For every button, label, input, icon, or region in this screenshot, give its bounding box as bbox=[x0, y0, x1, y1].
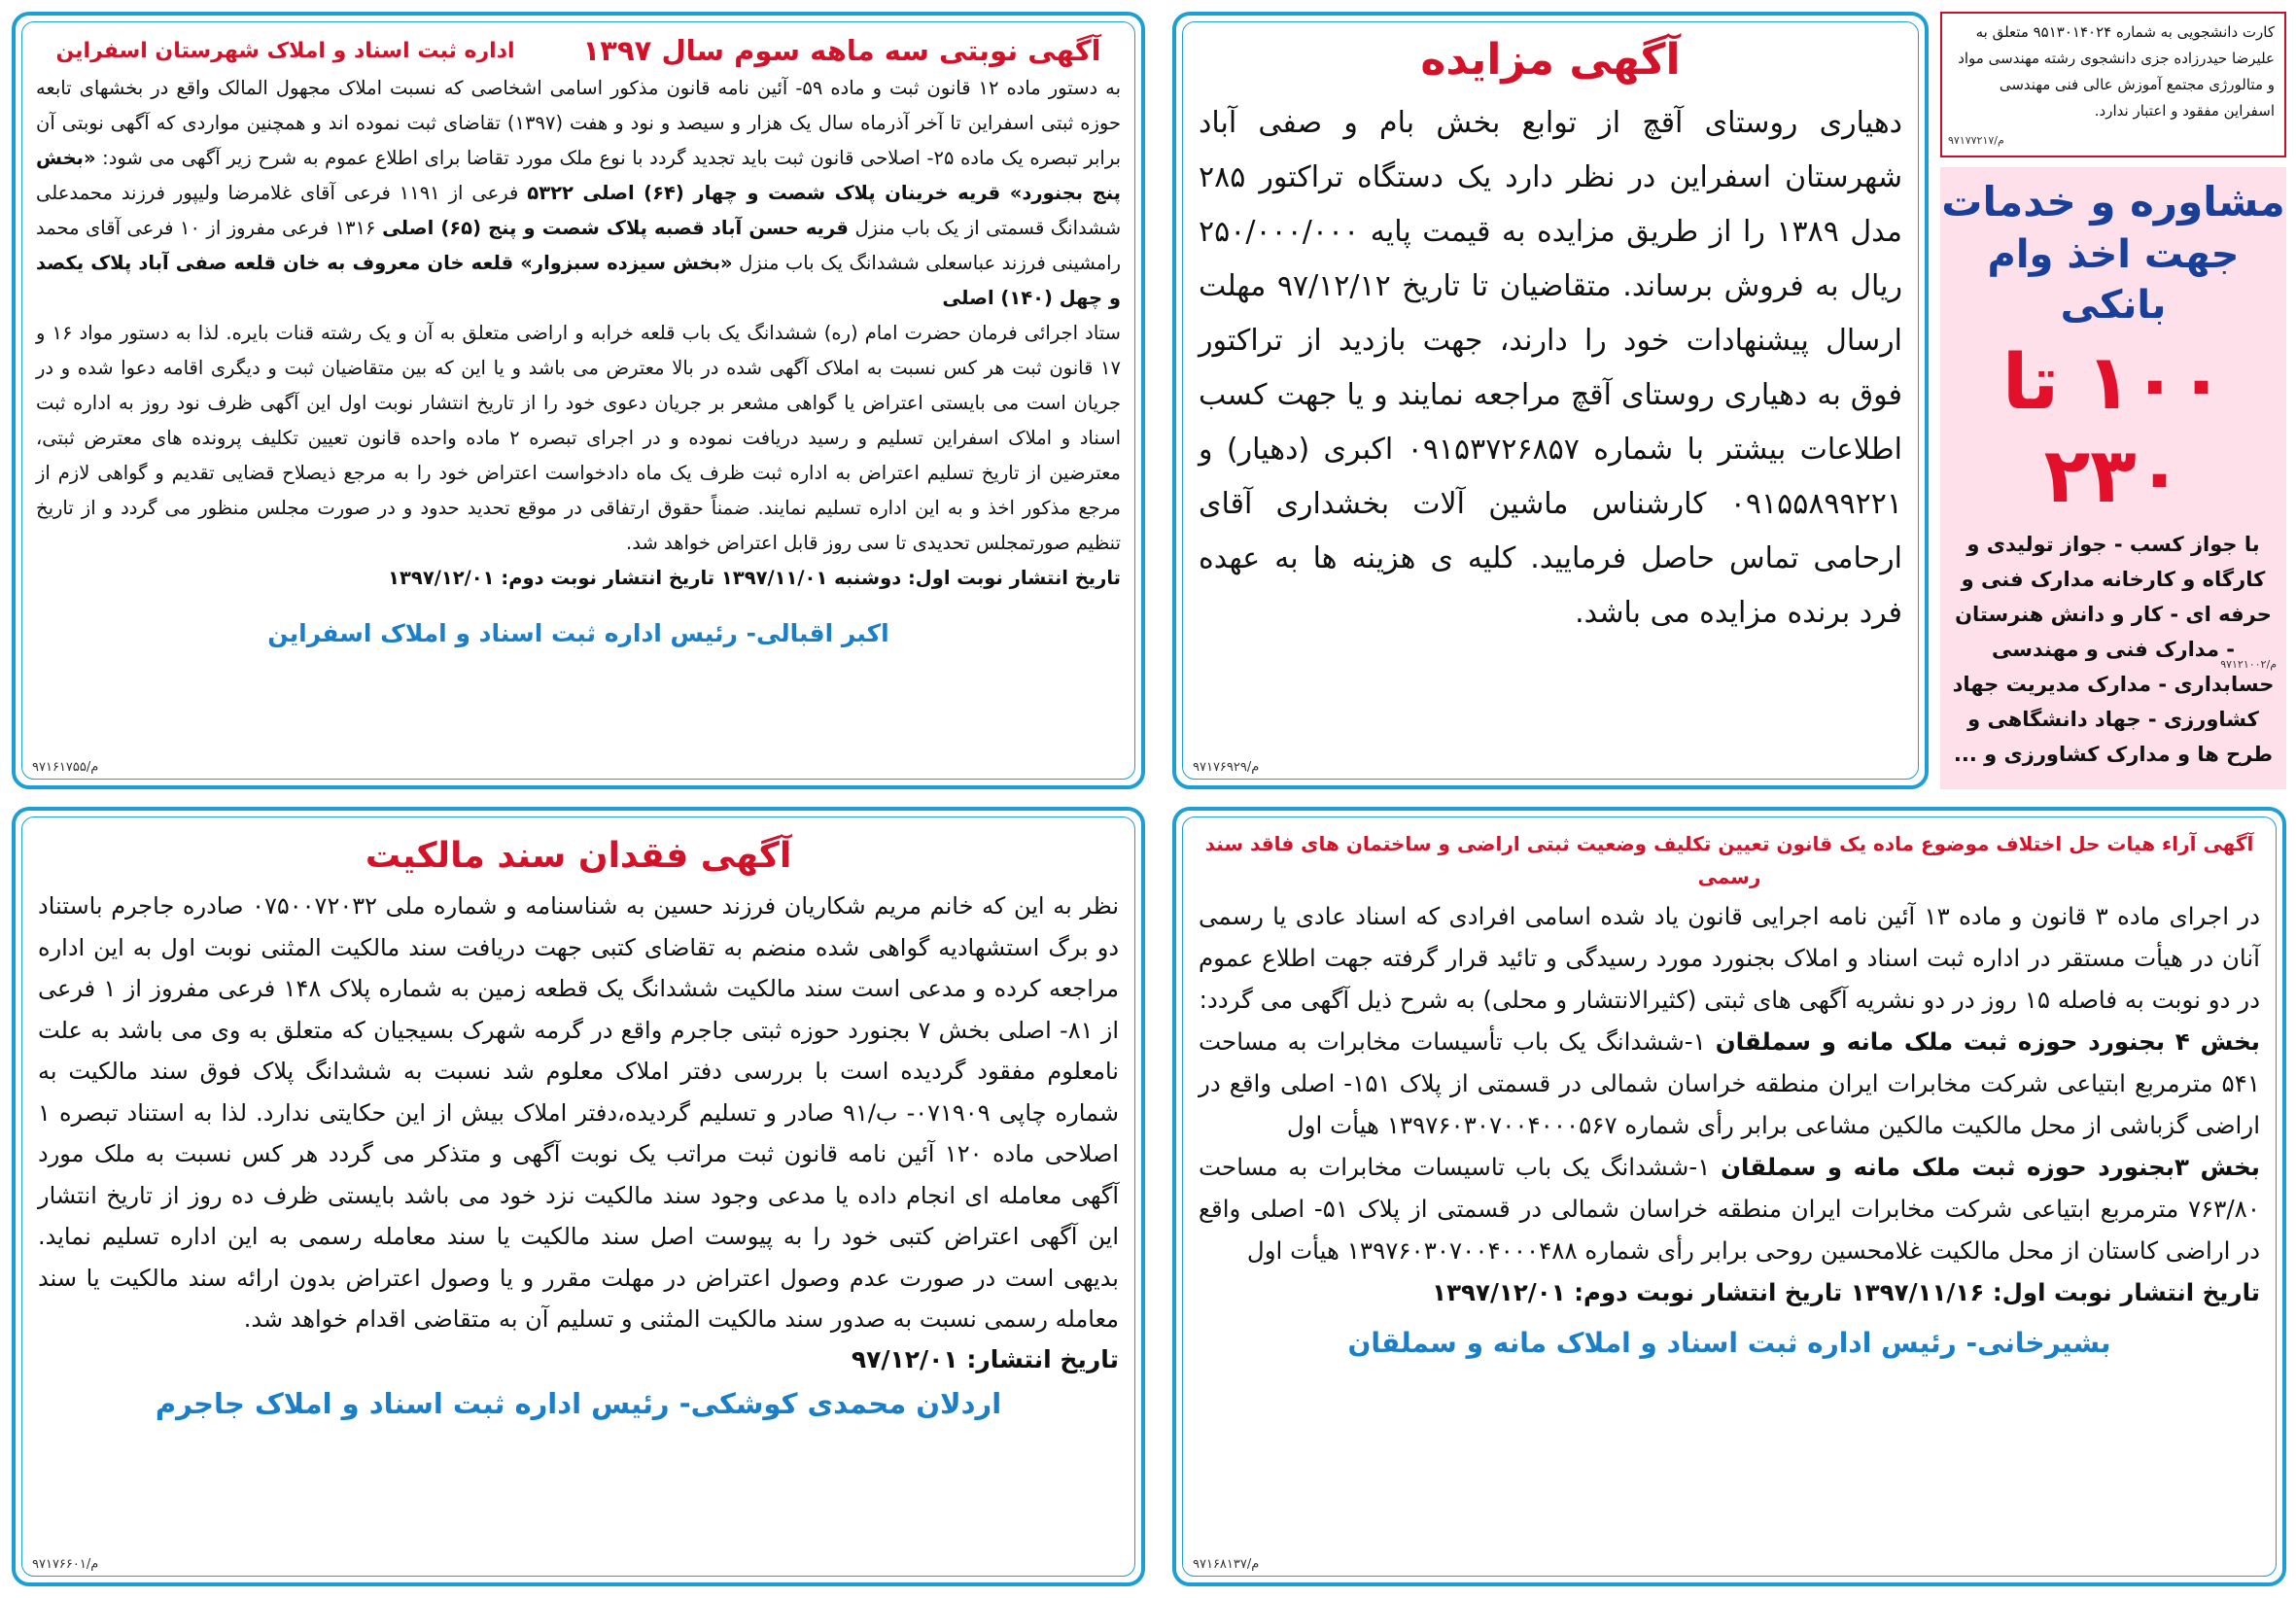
rotation-office: اداره ثبت اسناد و املاک شهرستان اسفراین bbox=[55, 38, 515, 63]
committee-intro: در اجرای ماده ۳ قانون و ماده ۱۳ آئین نامه اجرایی قانون یاد شده اسامی افرادی که اسناد عادی یا رسمی آنان در هیأت مستقر در اداره ثبت اسناد و املاک بجنورد مورد رسیدگی و تائید قرار گرفته جهت اطلاع عموم در دو نوبت به فاصله ۱۵ روز در دو نشریه آگهی های ثبتی (کثیرالانتشار و محلی) به شرح ذیل آگهی می گردد: bbox=[1199, 902, 2260, 1014]
rotation-entry-2: ۱۳۱۶ فرعی مفروز از ۱۰ فرعی آقای محمد رامشینی فرزند عباسعلی ششدانگ یک باب منزل bbox=[36, 217, 1121, 274]
committee-section-3: بخش ۳بجنورد حوزه ثبت ملک مانه و سملقان bbox=[1721, 1153, 2261, 1181]
lost-deed-signer: اردلان محمدی کوشکی- رئیس اداره ثبت اسناد و املاک جاجرم bbox=[155, 1386, 1002, 1420]
ad-code: ۹۷۱۲۱۰۰۲/م bbox=[2220, 658, 2277, 671]
rotation-intro: به دستور ماده ۱۲ قانون ثبت و ماده ۵۹- آئین نامه قانون مذکور اسامی اشخاصی که نسبت املاک مجهول المالک واقع در بخشهای تابعه حوزه ثبتی اسفراین تا آخر آذرماه سال یک هزار و سیصد و نود و هفت (۱۳۹۷) تقاضای ثبت نموده اند و همچنین مواردی که آگهی نوبتی آن برابر تبصره یک ماده ۲۵- اصلاحی قانون ثبت باید تجدید گردد با نوع ملک مورد تقاضا برای اطلاع عموم به شرح زیر آگهی می شود: bbox=[36, 77, 1122, 169]
loan-advertisement bbox=[1940, 167, 2286, 789]
committee-section-4: بخش ۴ بجنورد حوزه ثبت ملک مانه و سملقان bbox=[1715, 1027, 2261, 1056]
rotation-signer: اکبر اقبالی- رئیس اداره ثبت اسناد و املاک اسفراین bbox=[267, 619, 889, 647]
committee-rulings-notice bbox=[1172, 807, 2286, 1586]
auction-notice bbox=[1172, 12, 1929, 789]
rotation-village-hasanabad: قریه حسن آباد قصبه پلاک شصت و پنج (۶۵) اصلی bbox=[382, 217, 849, 239]
rotation-entry-1: فرعی از ۱۱۹۱ فرعی آقای غلامرضا ولیپور فرزند محمدعلی ششدانگ قسمتی از یک باب منزل bbox=[36, 182, 1122, 239]
auction-code: ۹۷۱۷۶۹۲۹/م bbox=[1193, 760, 1260, 775]
committee-dates: تاریخ انتشار نوبت اول: ۱۳۹۷/۱۱/۱۶ تاریخ انتشار نوبت دوم: ۱۳۹۷/۱۲/۰۱ bbox=[1432, 1278, 2260, 1306]
rotation-notice bbox=[12, 12, 1145, 789]
ad-amount-range: ۱۰۰ تا ۲۳۰ bbox=[2001, 339, 2225, 520]
card-notice-text: کارت دانشجویی به شماره ۹۵۱۳۰۱۴۰۲۴ متعلق به علیرضا حیدرزاده جزی دانشجوی رشته مهندسی مواد و متالورژی مجتمع آموزش عالی فنی مهندسی اسفراین مفقود و اعتبار ندارد. bbox=[1958, 23, 2275, 120]
auction-title: آگهی مزایده bbox=[1420, 35, 1681, 85]
ad-headline-2: جهت اخذ وام بانکی bbox=[1987, 232, 2240, 328]
committee-signer: بشیرخانی- رئیس اداره ثبت اسناد و املاک مانه و سملقان bbox=[1347, 1327, 2111, 1359]
committee-code: ۹۷۱۶۸۱۳۷/م bbox=[1193, 1557, 1260, 1572]
rotation-dates: تاریخ انتشار نوبت اول: دوشنبه ۱۳۹۷/۱۱/۰۱ تاریخ انتشار نوبت دوم: bbox=[501, 567, 1121, 589]
rotation-legal-text: ستاد اجرائی فرمان حضرت امام (ره) ششدانگ یک باب قلعه خرابه و اراضی متعلق به آن و یک رشته قنات بایره. لذا به دستور مواد ۱۶ و ۱۷ قانون ثبت هر کس نسبت به املاک آگهی شده در بالا معترض می باشد و یا این که بین متقاضیان ثبت و دیگری اقامه دعوا شده و در جریان است می بایستی اعتراض یا گواهی مشعر بر جریان دعوی خود را از تاریخ انتشار نوبت اول این آگهی ظرف نود روز به اداره ثبت اسناد و املاک اسفراین تسلیم و رسید دریافت نموده و در اجرای تبصره ۲ ماده واحده قانون تعیین تکلیف پرونده های معترض ثبتی، معترضین از تاریخ تسلیم اعتراض به اداره ثبت ظرف یک ماه دادخواست اعتراض خود را به مرجع ذیصلاح قضایی تقدیم و گواهی لازم از مرجع مذکور اخذ و به این اداره تسلیم نمایند. ضمناً حقوق ارتفاقی در موقع تحدید حدود و در صورت مجلس منظور می گردد و از تاریخ تنظیم صورتمجلس تحدیدی تا سی روز قابل اعتراض خواهد شد. bbox=[36, 322, 1121, 554]
committee-entry-1: ۱-ششدانگ یک باب تأسیسات مخابرات به مساحت ۵۴۱ مترمربع ابتیاعی شرکت مخابرات ایران منطقه خراسان شمالی در قسمتی از پلاک ۱۵۱- اصلی واقع در اراضی گزباشی از محل مالکیت مالکین مشاعی برابر رأی شماره ۱۳۹۷۶۰۳۰۷۰۰۴۰۰۰۵۶۷ هیأت اول bbox=[1199, 1027, 2260, 1139]
committee-title: آگهی آراء هیات حل اختلاف موضوع ماده یک قانون تعیین تکلیف وضعیت ثبتی اراضی و ساختمان های فاقد سند رسمی bbox=[1204, 832, 2254, 888]
committee-body bbox=[1183, 893, 2276, 1313]
lost-deed-body: نظر به این که خانم مریم شکاریان فرزند حسین به شناسنامه و شماره ملی ۰۷۵۰۰۷۲۰۳۲ صادره جاجرم باستناد دو برگ استشهادیه گواهی شده منضم به تقاضای کتبی جهت دریافت سند مالکیت المثنی نوبت اول به این اداره مراجعه کرده و مدعی است سند مالکیت ششدانگ یک قطعه زمین به شماره پلاک ۱۴۸ فرعی مفروز از ۱ فرعی از ۸۱- اصلی بخش ۷ بجنورد حوزه ثبتی جاجرم واقع در گرمه شهرک بسیجیان که متعلق به وی می باشد به علت نامعلوم مفقود گردیده است با بررسی دفتر املاک معلوم شد نسبت به ششدانگ پلاک فوق سند مالکیت به شماره چاپی ۰۷۱۹۰۹- ب/۹۱ صادر و تسلیم گردیده،دفتر املاک بیش از این حکایتی ندارد. لذا به استناد تبصره ۱ اصلاحی ماده ۱۲۰ آئین نامه قانون ثبت مراتب یک نوبت آگهی و متذکر می گردد هر کس نسبت به ملک مورد آگهی معامله ای انجام داده یا مدعی وجود سند مالکیت نزد خود می باشد بایستی ظرف ده روز از تاریخ انتشار این آگهی اعتراض کتبی خود را به پیوست اصل سند مالکیت یا سند معامله رسمی به این اداره تسلیم نماید. بدیهی است در صورت عدم وصول اعتراض در مهلت مقرر و یا وصول اعتراض بدون ارائه سند مالکیت یا سند معامله رسمی نسبت به صدور سند مالکیت المثنی و تسلیم آن به متقاضی اقدام خواهد شد. bbox=[38, 892, 1120, 1333]
ad-headline-1: مشاوره و خدمات bbox=[1941, 178, 2285, 226]
rotation-section-5: «بخش پنج بجنورد» قریه خرینان پلاک شصت و چهار (۶۴) اصلی ۵۳۲۲ bbox=[36, 147, 1121, 204]
lost-deed-date: تاریخ انتشار: ۹۷/۱۲/۰۱ bbox=[851, 1344, 1119, 1373]
lost-deed-notice bbox=[12, 807, 1145, 1586]
rotation-code: ۹۷۱۶۱۷۵۵/م bbox=[32, 760, 99, 775]
card-notice-code: ۹۷۱۷۷۲۱۷/م bbox=[1948, 134, 2004, 147]
lost-deed-code: ۹۷۱۷۶۶۰۱/م bbox=[32, 1557, 99, 1572]
ad-service-list: با جواز کسب - جواز تولیدی و کارگاه و کارخانه مدارک فنی و حرفه ای - کار و دانش هنرستان - مدارک فنی و مهندسی حسابداری - مدارک مدیریت جهاد کشاورزی - جهاد دانشگاهی و طرح ها و مدارک کشاورزی و ... bbox=[1952, 533, 2275, 766]
rotation-second-date: ۱۳۹۷/۱۲/۰۱ bbox=[388, 567, 495, 589]
rotation-title: آگهی نوبتی سه ماهه سوم سال ۱۳۹۷ bbox=[582, 34, 1101, 67]
rotation-body bbox=[22, 67, 1134, 596]
committee-entry-2: ۱-ششدانگ یک باب تاسیسات مخابرات به مساحت ۷۶۳/۸۰ مترمربع ابتیاعی شرکت مخابرات ایران منطقه خراسان شمالی در قسمتی از پلاک ۵۱- اصلی واقع در اراضی کاستان از محل مالکیت غلامحسین روحی برابر رأی شماره ۱۳۹۷۶۰۳۰۷۰۰۴۰۰۰۴۸۸ هیأت اول bbox=[1199, 1153, 2260, 1265]
lost-deed-title: آگهی فقدان سند مالکیت bbox=[365, 836, 792, 876]
rotation-section-13: «بخش سیزده سبزوار» قلعه خان معروف به خان قلعه صفی آباد پلاک یکصد و چهل (۱۴۰) اصلی bbox=[36, 252, 1121, 309]
lost-student-card-notice bbox=[1940, 12, 2286, 157]
auction-body: دهیاری روستای آقچ از توابع بخش بام و صفی آباد شهرستان اسفراین در نظر دارد یک دستگاه تراکتور ۲۸۵ مدل ۱۳۸۹ را از طریق مزایده به قیمت پایه ۲۵۰/۰۰۰/۰۰۰ ریال به فروش برساند. متقاضیان تا تاریخ ۹۷/۱۲/۱۲ مهلت ارسال پیشنهادات خود را دارند، جهت بازدید از تراکتور فوق به دهیاری روستای آقچ مراجعه نمایند و یا جهت کسب اطلاعات بیشتر با شماره ۰۹۱۵۳۷۲۶۸۵۷ اکبری (دهیار) و ۰۹۱۵۵۸۹۹۲۲۱ کارشناس ماشین آلات بخشداری آقای ارحامی تماس حاصل فرمایید. کلیه ی هزینه ها به عهده فرد برنده مزایده می باشد. bbox=[1199, 106, 1902, 630]
